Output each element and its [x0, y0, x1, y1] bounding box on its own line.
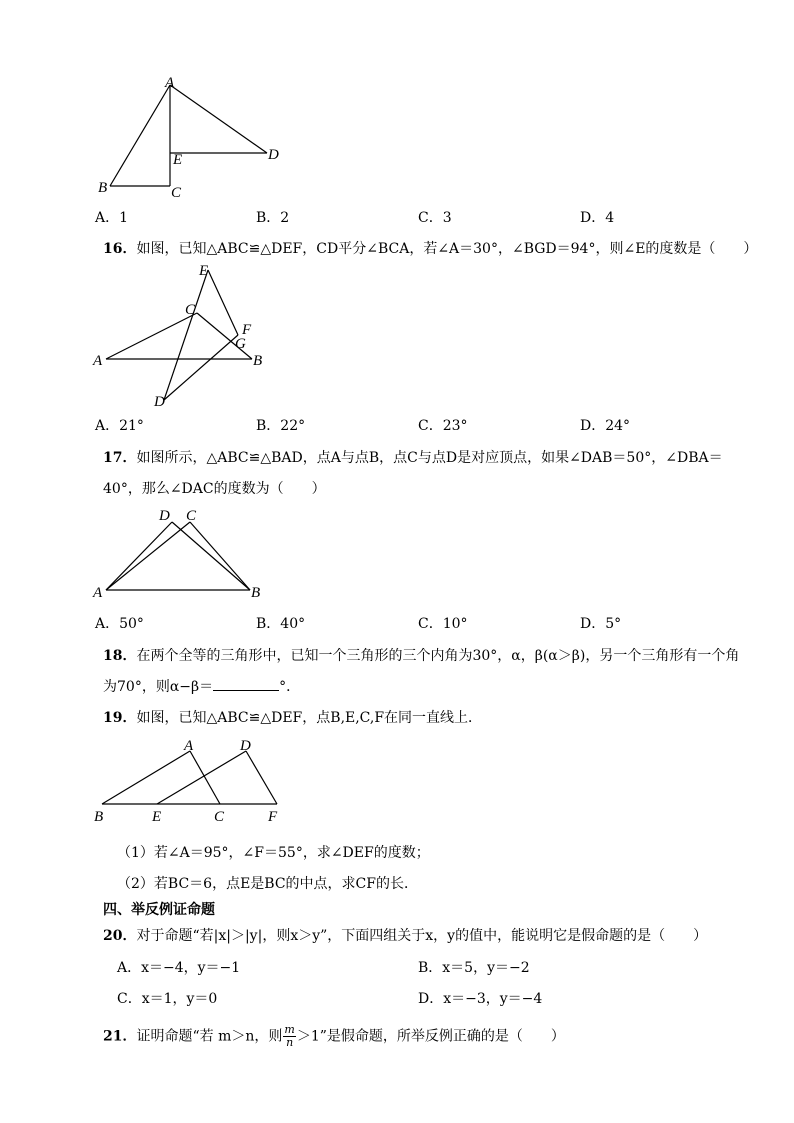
q20-option-a[interactable]: A．x＝−4，y＝−1: [117, 960, 241, 976]
label-d: D: [240, 738, 251, 754]
label-f: F: [268, 809, 278, 825]
q19-number: 19．: [103, 710, 137, 726]
q18-text-line2: 为70°，则α−β＝: [103, 679, 214, 695]
label-c: C: [185, 302, 196, 318]
q21-fraction: [283, 1024, 295, 1049]
q16-option-b[interactable]: B．22°: [256, 418, 306, 434]
edge-ac: [106, 313, 197, 359]
edge-df: [246, 751, 277, 804]
q19-subquestion-2: （2）若BC＝6，点E是BC的中点，求CF的长．: [117, 876, 418, 892]
q16-figure: [90, 260, 280, 410]
label-a: A: [184, 738, 194, 754]
q17-text-line1: 如图所示，△ABC≌△BAD，点A与点B，点C与点D是对应顶点，如果∠DAB＝50°，∠DBA＝: [136, 450, 723, 466]
q21-fraction-numerator: m: [284, 1023, 295, 1036]
label-a: A: [165, 75, 175, 91]
q19-subquestion-1: （1）若∠A＝95°，∠F＝55°，求∠DEF的度数；: [117, 845, 430, 861]
edge-ed: [157, 751, 246, 804]
label-b: B: [94, 809, 104, 825]
label-a: A: [93, 353, 103, 369]
q15-option-d[interactable]: D．4: [580, 210, 615, 226]
q17-option-a[interactable]: A．50°: [95, 616, 144, 632]
q16-option-d[interactable]: D．24°: [580, 418, 631, 434]
edge-ab: [110, 85, 170, 186]
q21-text-post: ＞1”是假命题，所举反例正确的是（ ）: [296, 1028, 565, 1045]
q17-question-line1: [103, 447, 723, 467]
edge-ad: [170, 85, 267, 153]
q21-text-pre: 证明命题“若 m＞n，则: [136, 1028, 283, 1045]
q18-question-line2: [103, 676, 300, 696]
q16-question: [103, 238, 757, 258]
q16-text: 如图，已知△ABC≌△DEF，CD平分∠BCA，若∠A＝30°，∠BGD＝94°，则∠E的度数是（ ）: [136, 241, 758, 257]
label-g: G: [235, 336, 246, 352]
edge-cb: [190, 522, 250, 590]
q16-number: 16．: [103, 241, 137, 257]
label-e: E: [199, 263, 209, 279]
q21-question: [103, 1024, 565, 1049]
label-b: B: [253, 353, 263, 369]
q19-text: 如图，已知△ABC≌△DEF，点B,E,C,F在同一直线上．: [136, 710, 483, 726]
q20-text: 对于命题“若|x|＞|y|，则x＞y”，下面四组关于x，y的值中，能说明它是假命题的是（ ）: [136, 928, 708, 944]
q18-number: 18．: [103, 648, 137, 664]
q17-question-line2: 40°，那么∠DAC的度数为（ ）: [103, 481, 326, 497]
q19-figure: [90, 738, 290, 826]
label-e: E: [152, 809, 162, 825]
q21-fraction-denominator: n: [286, 1036, 294, 1049]
label-c: C: [214, 809, 225, 825]
q18-text-line2-end: °．: [279, 679, 301, 695]
q20-option-b[interactable]: B．x＝5，y＝−2: [418, 960, 530, 976]
q15-figure: [95, 75, 295, 203]
edge-ba: [102, 751, 190, 804]
q15-option-b[interactable]: B．2: [256, 210, 290, 226]
q16-option-c[interactable]: C．23°: [418, 418, 468, 434]
q16-option-a[interactable]: A．21°: [95, 418, 144, 434]
label-d: D: [159, 508, 170, 524]
q17-option-d[interactable]: D．5°: [580, 616, 622, 632]
label-e: E: [173, 152, 183, 168]
edge-ad: [106, 522, 172, 590]
q21-number: 21．: [103, 1028, 137, 1045]
edge-ac: [106, 522, 190, 590]
q17-figure: [90, 505, 270, 600]
label-c: C: [186, 508, 197, 524]
q18-text-line1: 在两个全等的三角形中，已知一个三角形的三个内角为30°，α，β(α＞β)，另一个三角形有一个角: [136, 648, 740, 664]
q17-option-c[interactable]: C．10°: [418, 616, 468, 632]
section-heading: 四、举反例证命题: [103, 902, 215, 918]
q20-option-c[interactable]: C．x＝1，y＝0: [117, 991, 218, 1007]
label-b: B: [98, 180, 108, 196]
q19-question: [103, 707, 482, 727]
edge-db: [172, 522, 250, 590]
q17-option-b[interactable]: B．40°: [256, 616, 306, 632]
q20-number: 20．: [103, 928, 137, 944]
q15-option-a[interactable]: A．1: [95, 210, 129, 226]
q18-answer-blank[interactable]: [213, 678, 279, 691]
label-d: D: [154, 394, 165, 410]
label-b: B: [251, 585, 261, 600]
label-f: F: [242, 322, 252, 338]
q15-option-c[interactable]: C．3: [418, 210, 452, 226]
q17-number: 17．: [103, 450, 137, 466]
q18-question-line1: [103, 645, 739, 665]
q20-question: [103, 925, 707, 945]
label-d: D: [268, 147, 279, 163]
edge-ac: [190, 751, 220, 804]
label-a: A: [93, 585, 103, 600]
q20-option-d[interactable]: D．x＝−3，y＝−4: [418, 991, 543, 1007]
label-c: C: [171, 185, 182, 201]
